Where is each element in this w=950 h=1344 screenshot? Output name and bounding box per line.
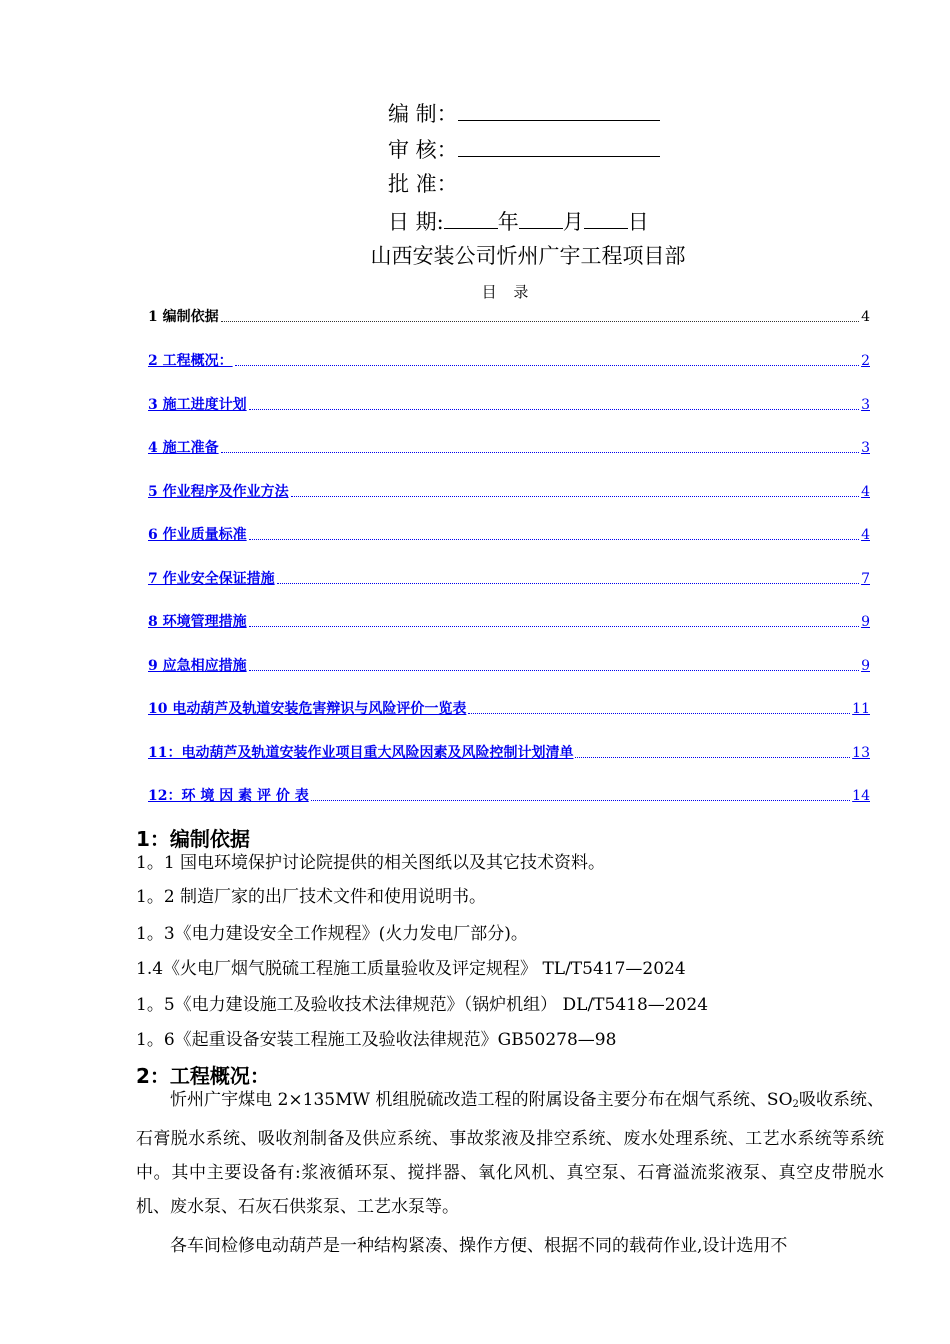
- compile-label: 编 制：: [388, 102, 458, 126]
- basis-line: 1。3《电力建设安全工作规程》(火力发电厂部分)。: [136, 924, 528, 944]
- toc-item-page: 4: [861, 484, 870, 500]
- toc-leader: [277, 582, 859, 584]
- toc-item[interactable]: [148, 350, 870, 370]
- toc-leader: [221, 451, 859, 453]
- toc-item-title: 8 环境管理措施: [148, 614, 247, 630]
- overview-text-b: 吸收系统、石膏脱水系统、吸收剂制备及供应系统、事故浆液及排空系统、废水处理系统、工艺水系统等系统中。其中主要设备有:浆液循环泵、搅拌器、氧化风机、真空泵、石膏溢流浆液泵、真空皮带脱水机、废水泵、石灰石供浆泵、工艺水泵等。: [136, 1090, 885, 1217]
- overview-paragraph: [136, 1083, 884, 1224]
- toc-leader: [235, 364, 859, 366]
- toc-item-page: 3: [861, 397, 870, 413]
- toc-item-title: 10 电动葫芦及轨道安装危害辩识与风险评价一览表: [148, 701, 467, 717]
- toc-item-page: 2: [861, 353, 870, 369]
- toc-item[interactable]: [148, 437, 870, 457]
- day-label: 日: [627, 210, 649, 234]
- toc-item-title: 2 工程概况：: [148, 353, 233, 369]
- day-blank: [584, 206, 628, 229]
- review-signoff: [388, 134, 660, 164]
- subscript-2: 2: [792, 1099, 799, 1110]
- review-blank: [458, 134, 660, 157]
- review-label: 审 核：: [388, 138, 458, 162]
- toc-item-page: 4: [861, 309, 870, 325]
- toc-item[interactable]: [148, 481, 870, 501]
- year-label: 年: [497, 210, 519, 234]
- hoist-paragraph: 各车间检修电动葫芦是一种结构紧凑、操作方便、根据不同的载荷作业,设计选用不: [170, 1236, 788, 1256]
- compile-signoff: [388, 98, 660, 128]
- toc-item-page: 14: [852, 788, 870, 804]
- toc-leader: [249, 408, 859, 410]
- toc-item-title: 7 作业安全保证措施: [148, 571, 275, 587]
- toc-item[interactable]: [148, 524, 870, 544]
- toc-leader: [249, 625, 859, 627]
- toc-item[interactable]: [148, 655, 870, 675]
- toc-leader: [311, 799, 850, 801]
- toc-item[interactable]: [148, 568, 870, 588]
- date-label: 日 期:: [388, 210, 444, 234]
- toc-item-page: 9: [861, 658, 870, 674]
- compile-blank: [458, 98, 660, 121]
- toc-title: 目 录: [481, 283, 535, 301]
- toc-leader: [221, 320, 859, 322]
- month-blank: [519, 206, 563, 229]
- toc-item-page: 11: [852, 701, 870, 717]
- toc-leader: [468, 712, 850, 714]
- organization-name: 山西安装公司忻州广宇工程项目部: [370, 244, 686, 268]
- toc-item-title: 4 施工准备: [148, 440, 219, 456]
- basis-line: 1。1 国电环境保护讨论院提供的相关图纸以及其它技术资料。: [136, 853, 606, 873]
- toc-item-title: 11：电动葫芦及轨道安装作业项目重大风险因素及风险控制计划清单: [148, 745, 574, 761]
- basis-line: 1。5《电力建设施工及验收技术法律规范》（锅炉机组） DL/T5418—2024: [136, 995, 709, 1015]
- toc-item-page: 7: [861, 571, 870, 587]
- toc-item-title: 1 编制依据: [148, 309, 219, 325]
- toc-item-title: 12：环 境 因 素 评 价 表: [148, 788, 309, 804]
- basis-line: 1。6《起重设备安装工程施工及验收法律规范》GB50278—98: [136, 1030, 617, 1050]
- overview-text-a: 忻州广宇煤电 2×135MW 机组脱硫改造工程的附属设备主要分布在烟气系统、SO: [170, 1090, 793, 1110]
- toc-item[interactable]: [148, 394, 870, 414]
- toc-item-title: 6 作业质量标准: [148, 527, 247, 543]
- section-1-heading: 1：编制依据: [136, 827, 250, 851]
- section-2-heading: 2：工程概况：: [136, 1064, 270, 1088]
- toc-leader: [249, 669, 859, 671]
- toc-item-page: 13: [852, 745, 870, 761]
- basis-line: 1.4《火电厂烟气脱硫工程施工质量验收及评定规程》 TL/T5417—2024: [136, 959, 686, 979]
- approve-label: 批 准：: [388, 172, 458, 196]
- basis-line: 1。2 制造厂家的出厂技术文件和使用说明书。: [136, 887, 487, 907]
- date-signoff: [388, 206, 649, 236]
- year-blank: [444, 206, 498, 229]
- toc-leader: [291, 495, 859, 497]
- toc-item-page: 4: [861, 527, 870, 543]
- toc-item-title: 9 应急相应措施: [148, 658, 247, 674]
- toc-item[interactable]: [148, 742, 870, 762]
- toc-item-title: 3 施工进度计划: [148, 397, 247, 413]
- month-label: 月: [562, 210, 584, 234]
- toc-item[interactable]: [148, 611, 870, 631]
- toc-item[interactable]: [148, 306, 870, 326]
- approve-signoff: [388, 170, 458, 198]
- toc-leader: [249, 538, 859, 540]
- toc-item[interactable]: [148, 785, 870, 805]
- toc-item[interactable]: [148, 698, 870, 718]
- toc-item-page: 9: [861, 614, 870, 630]
- toc-item-title: 5 作业程序及作业方法: [148, 484, 289, 500]
- toc-item-page: 3: [861, 440, 870, 456]
- toc-leader: [575, 756, 850, 758]
